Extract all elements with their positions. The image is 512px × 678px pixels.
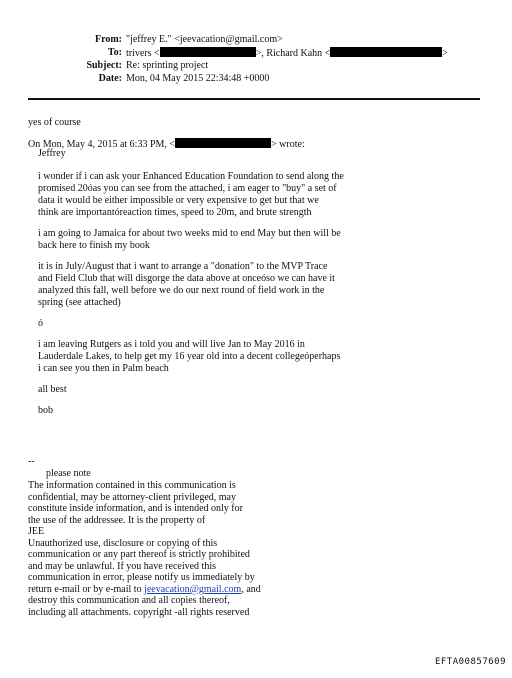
redaction-block	[175, 138, 271, 148]
to-suffix: >	[442, 48, 448, 59]
date-value: Mon, 04 May 2015 22:34:48 +0000	[126, 73, 270, 84]
quoted-paragraph: it is in July/August that i want to arrange a "donation" to the MVP Trace and Field Club that will disgorge the data above at onceóso we can have it analyzed this fall, well before we do our next round of field work in the spring (see attached)	[38, 261, 335, 308]
disclaimer-line: The information contained in this communication is	[28, 480, 236, 491]
disclaimer-line: JEE	[28, 526, 45, 537]
disclaimer-line: destroy this communication and all copies thereof,	[28, 595, 230, 606]
from-label: From:	[94, 34, 122, 45]
date-label: Date:	[98, 73, 122, 84]
quoted-closing: all best	[38, 384, 67, 395]
disclaimer-line: constitute inside information, and is intended only for	[28, 503, 243, 514]
quoted-paragraph: i am leaving Rutgers as i told you and will live Jan to May 2016 in Lauderdale Lakes, to help get my 16 year old into a decent collegeóperhaps i can see you then in Palm beach	[38, 339, 341, 374]
redaction-block	[160, 47, 256, 57]
subject-value: Re: sprinting project	[126, 60, 209, 71]
disclaimer-line: Unauthorized use, disclosure or copying of this	[28, 537, 218, 549]
quoted-paragraph: i wonder if i can ask your Enhanced Education Foundation to send along the promised 20óas you can see from the attached, i am eager to "buy" a set of data it would be either impossible or very expensive to get but that we think are importantóreaction times, speed to 20m, and brute strength	[38, 171, 344, 218]
disclaimer-line: including all attachments. copyright -all rights reserved	[28, 606, 250, 618]
quoted-paragraph: i am going to Jamaica for about two weeks mid to end May but then will be back here to finish my book	[38, 228, 341, 251]
disclaimer-line: confidential, may be attorney-client privileged, may	[28, 491, 236, 503]
disclaimer-line: the use of the addressee. It is the property of	[28, 514, 206, 526]
to-value	[126, 47, 448, 60]
disclaimer-line: return e-mail or by e-mail to jeevacation@gmail.com, and	[28, 583, 261, 595]
redaction-block	[330, 47, 442, 57]
quoted-greeting: Jeffrey	[38, 148, 66, 159]
reply-text: yes of course	[28, 117, 81, 128]
attribution-prefix: On Mon, May 4, 2015 at 6:33 PM, <	[28, 139, 176, 150]
email-link[interactable]: jeevacation@gmail.com	[144, 583, 242, 595]
to-prefix: trivers <	[126, 48, 160, 59]
signature-dashes: --	[28, 456, 35, 467]
disclaimer-line: communication or any part thereof is strictly prohibited	[28, 549, 250, 560]
to-mid: >, Richard Kahn <	[255, 48, 331, 59]
disclaimer-line: and may be unlawful. If you have received this	[28, 560, 216, 572]
header-divider	[28, 98, 480, 100]
disclaimer-line: communication in error, please notify us immediately by	[28, 572, 255, 583]
email-signature	[28, 456, 328, 618]
quoted-message	[38, 148, 458, 426]
attribution-suffix: > wrote:	[271, 139, 305, 150]
to-label: To:	[107, 47, 122, 58]
quoted-paragraph: ó	[38, 318, 43, 329]
document-id: EFTA00857609	[434, 657, 506, 667]
quoted-signoff: bob	[38, 405, 53, 416]
from-value: "jeffrey E." <jeevacation@gmail.com>	[126, 34, 283, 45]
signature-note: please note	[46, 467, 91, 479]
subject-label: Subject:	[86, 60, 122, 71]
